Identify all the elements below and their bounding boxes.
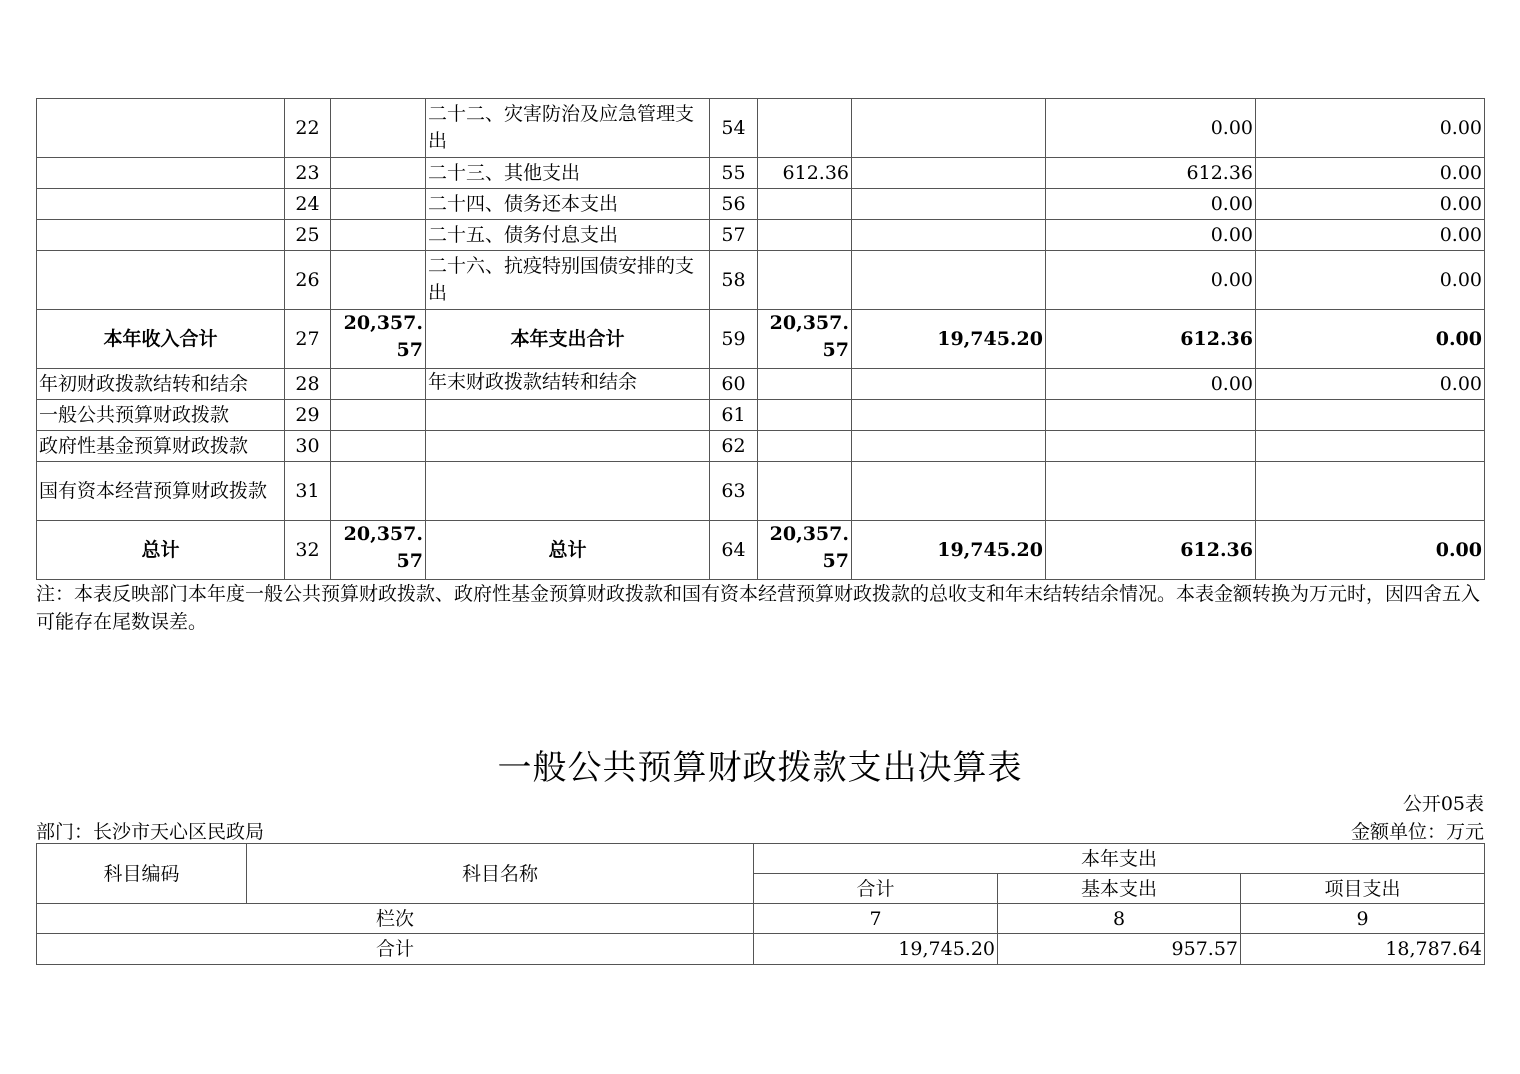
table-row	[37, 251, 1485, 310]
general-budget-amount	[852, 369, 1046, 400]
column-number: 7	[754, 904, 998, 934]
row-number: 56	[710, 189, 758, 220]
capital-budget-amount: 0.00	[1256, 99, 1485, 158]
general-budget-amount	[852, 189, 1046, 220]
income-amount	[331, 462, 426, 521]
total-label: 合计	[37, 934, 754, 965]
income-expense-table	[36, 98, 1485, 580]
income-total-amount: 20,357.57	[331, 310, 426, 369]
table-row	[37, 310, 1485, 369]
general-budget-amount	[852, 220, 1046, 251]
income-grand-total: 20,357.57	[331, 521, 426, 580]
row-number: 55	[710, 158, 758, 189]
capital-budget-amount: 0.00	[1256, 158, 1485, 189]
expenditure-table	[36, 843, 1485, 965]
capital-budget-amount	[1256, 462, 1485, 521]
general-budget-amount: 19,745.20	[852, 521, 1046, 580]
expense-item: 二十三、其他支出	[426, 158, 710, 189]
total-row	[37, 934, 1485, 965]
basic-expense-amount: 957.57	[998, 934, 1241, 965]
fund-budget-amount: 0.00	[1046, 251, 1256, 310]
capital-budget-amount: 0.00	[1256, 189, 1485, 220]
fund-budget-amount: 0.00	[1046, 189, 1256, 220]
table-row	[37, 369, 1485, 400]
row-number: 59	[710, 310, 758, 369]
row-number: 61	[710, 400, 758, 431]
income-item: 政府性基金预算财政拨款	[37, 431, 285, 462]
expense-item: 二十六、抗疫特别国债安排的支出	[426, 251, 710, 310]
header-row	[37, 844, 1485, 874]
general-budget-amount	[852, 99, 1046, 158]
income-amount	[331, 400, 426, 431]
header-current-year-expense: 本年支出	[754, 844, 1485, 874]
capital-budget-amount	[1256, 400, 1485, 431]
column-number: 8	[998, 904, 1241, 934]
expense-subtotal	[758, 99, 852, 158]
row-number: 57	[710, 220, 758, 251]
income-item: 国有资本经营预算财政拨款	[37, 462, 285, 521]
header-subject-code: 科目编码	[37, 844, 247, 904]
project-expense-amount: 18,787.64	[1241, 934, 1485, 965]
expense-grand-total: 20,357.57	[758, 521, 852, 580]
form-number: 公开05表	[1402, 793, 1484, 815]
income-amount	[331, 220, 426, 251]
table-row	[37, 158, 1485, 189]
table-row	[37, 431, 1485, 462]
income-item: 年初财政拨款结转和结余	[37, 369, 285, 400]
fund-budget-amount: 0.00	[1046, 99, 1256, 158]
grand-total-label: 总计	[426, 521, 710, 580]
row-number: 31	[285, 462, 331, 521]
row-number: 63	[710, 462, 758, 521]
header-basic-expense: 基本支出	[998, 874, 1241, 904]
expense-subtotal	[758, 189, 852, 220]
department-label: 部门：长沙市天心区民政局	[36, 821, 265, 843]
row-number: 58	[710, 251, 758, 310]
capital-budget-amount	[1256, 431, 1485, 462]
capital-budget-amount: 0.00	[1256, 220, 1485, 251]
income-amount	[331, 99, 426, 158]
row-number: 26	[285, 251, 331, 310]
income-amount	[331, 158, 426, 189]
row-number: 54	[710, 99, 758, 158]
income-amount	[331, 251, 426, 310]
grand-total-label: 总计	[37, 521, 285, 580]
general-budget-amount	[852, 251, 1046, 310]
income-item	[37, 189, 285, 220]
general-budget-amount	[852, 400, 1046, 431]
expense-item: 二十二、灾害防治及应急管理支出	[426, 99, 710, 158]
income-amount	[331, 189, 426, 220]
row-number: 24	[285, 189, 331, 220]
fund-budget-amount: 0.00	[1046, 220, 1256, 251]
income-item	[37, 251, 285, 310]
general-budget-amount	[852, 158, 1046, 189]
fund-budget-amount: 612.36	[1046, 310, 1256, 369]
row-number: 30	[285, 431, 331, 462]
income-item	[37, 99, 285, 158]
expense-subtotal	[758, 251, 852, 310]
row-number: 23	[285, 158, 331, 189]
expense-item	[426, 400, 710, 431]
row-number: 25	[285, 220, 331, 251]
capital-budget-amount: 0.00	[1256, 521, 1485, 580]
general-budget-amount	[852, 462, 1046, 521]
expense-subtotal	[758, 369, 852, 400]
expense-subtotal	[758, 431, 852, 462]
general-budget-amount	[852, 431, 1046, 462]
expense-subtotal: 20,357.57	[758, 310, 852, 369]
expense-subtotal: 612.36	[758, 158, 852, 189]
expense-total-label: 本年支出合计	[426, 310, 710, 369]
income-amount	[331, 431, 426, 462]
income-total-label: 本年收入合计	[37, 310, 285, 369]
row-number: 29	[285, 400, 331, 431]
row-number: 27	[285, 310, 331, 369]
income-item: 一般公共预算财政拨款	[37, 400, 285, 431]
column-number-row	[37, 904, 1485, 934]
expense-item	[426, 431, 710, 462]
income-item	[37, 220, 285, 251]
expense-item: 年末财政拨款结转和结余	[426, 369, 710, 400]
column-number: 9	[1241, 904, 1485, 934]
row-number: 64	[710, 521, 758, 580]
fund-budget-amount	[1046, 462, 1256, 521]
expense-item	[426, 462, 710, 521]
page-title: 一般公共预算财政拨款支出决算表	[497, 748, 1023, 788]
header-total: 合计	[754, 874, 998, 904]
row-number: 28	[285, 369, 331, 400]
header-project-expense: 项目支出	[1241, 874, 1485, 904]
table-row	[37, 521, 1485, 580]
general-budget-amount: 19,745.20	[852, 310, 1046, 369]
row-number: 62	[710, 431, 758, 462]
row-number: 32	[285, 521, 331, 580]
income-item	[37, 158, 285, 189]
column-number-label: 栏次	[37, 904, 754, 934]
expense-subtotal	[758, 462, 852, 521]
table-row	[37, 400, 1485, 431]
fund-budget-amount: 612.36	[1046, 521, 1256, 580]
total-amount: 19,745.20	[754, 934, 998, 965]
capital-budget-amount: 0.00	[1256, 310, 1485, 369]
expense-subtotal	[758, 400, 852, 431]
fund-budget-amount: 0.00	[1046, 369, 1256, 400]
fund-budget-amount: 612.36	[1046, 158, 1256, 189]
fund-budget-amount	[1046, 431, 1256, 462]
table-row	[37, 462, 1485, 521]
capital-budget-amount: 0.00	[1256, 251, 1485, 310]
capital-budget-amount: 0.00	[1256, 369, 1485, 400]
row-number: 60	[710, 369, 758, 400]
table-row	[37, 99, 1485, 158]
header-subject-name: 科目名称	[247, 844, 754, 904]
expense-item: 二十四、债务还本支出	[426, 189, 710, 220]
table-row	[37, 189, 1485, 220]
expense-subtotal	[758, 220, 852, 251]
row-number: 22	[285, 99, 331, 158]
amount-unit-label: 金额单位：万元	[1350, 821, 1484, 843]
fund-budget-amount	[1046, 400, 1256, 431]
table-row	[37, 220, 1485, 251]
table-note: 注：本表反映部门本年度一般公共预算财政拨款、政府性基金预算财政拨款和国有资本经营预算财政拨款的总收支和年末结转结余情况。本表金额转换为万元时，因四舍五入可能存在尾数误差。	[36, 583, 1481, 633]
expense-item: 二十五、债务付息支出	[426, 220, 710, 251]
income-amount	[331, 369, 426, 400]
